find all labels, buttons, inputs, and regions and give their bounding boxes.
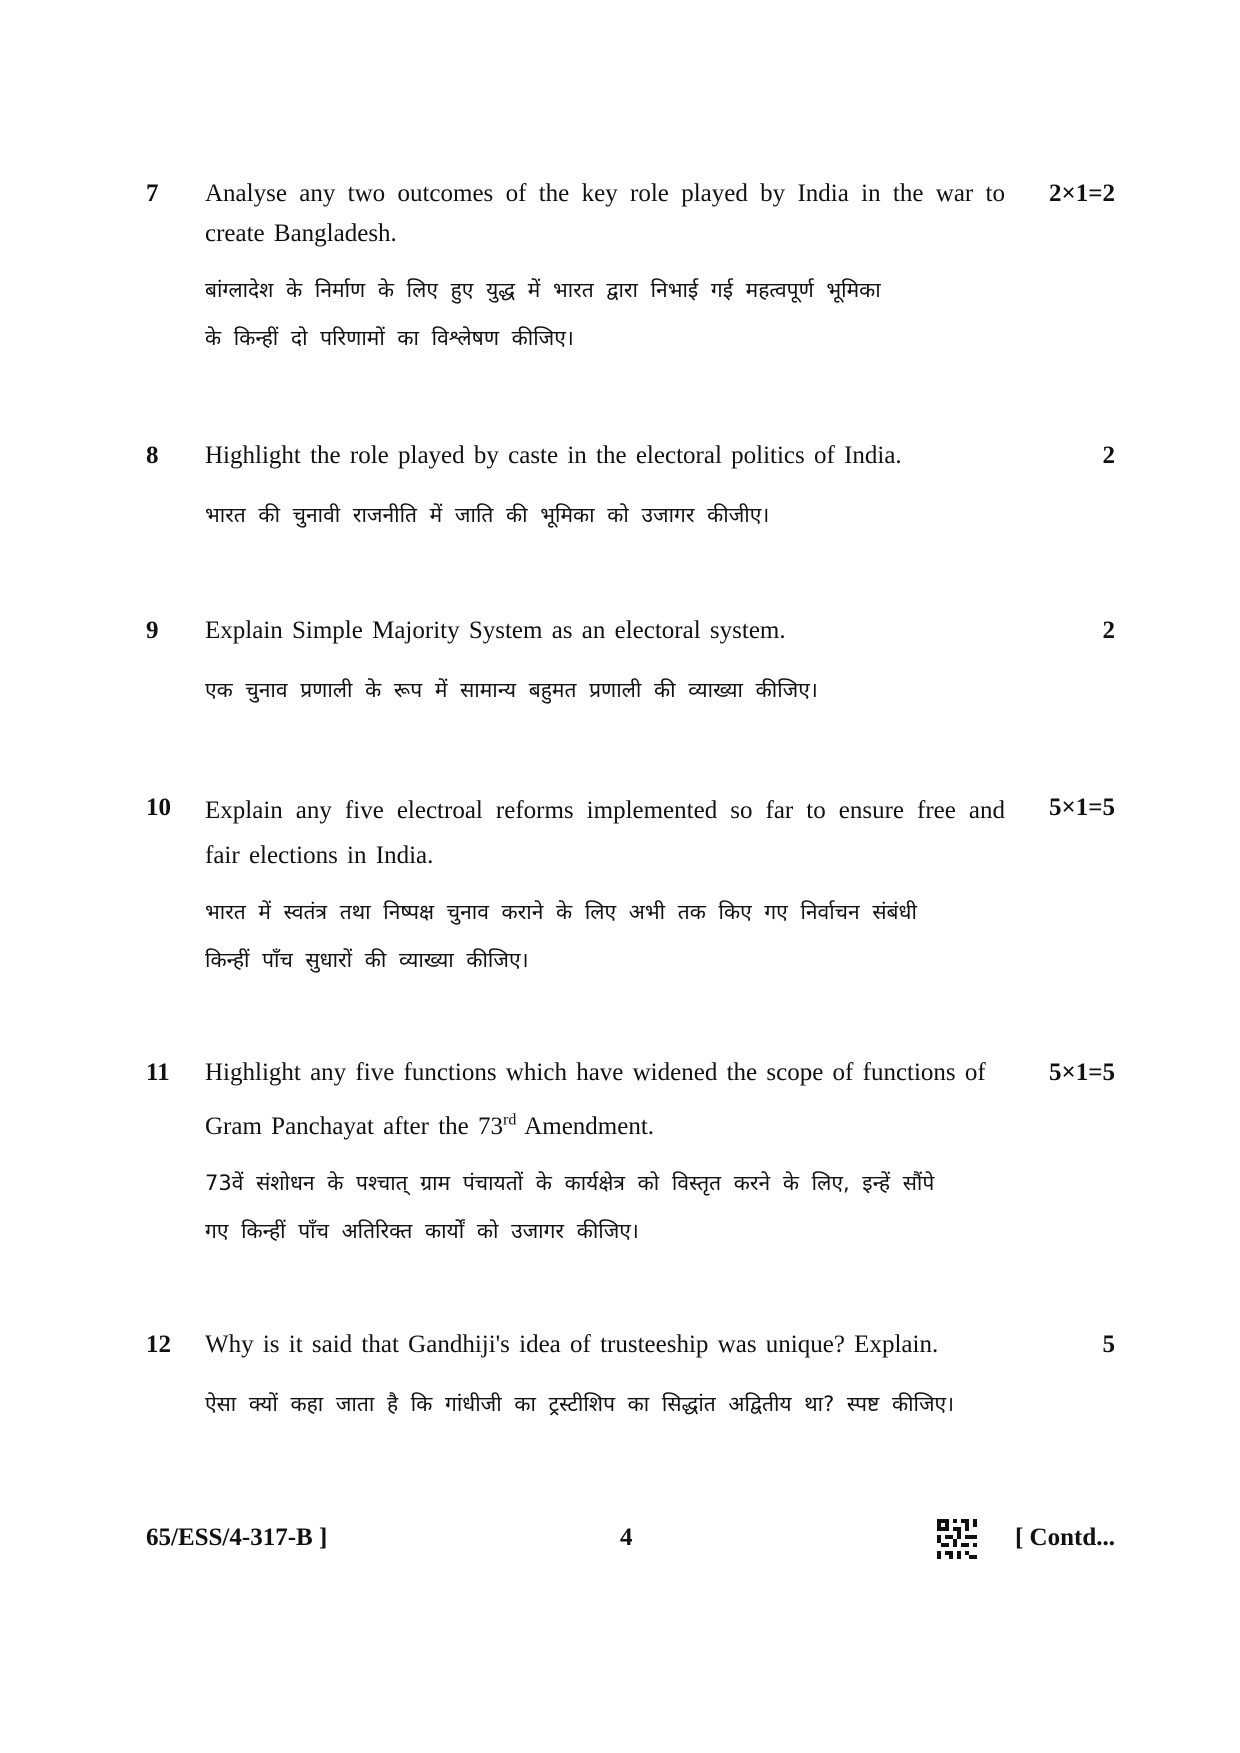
english-text-fragment: Gram Panchayat after the 73 (205, 1113, 503, 1140)
question-marks: 2×1=2 (1049, 180, 1115, 207)
english-line: Highlight any five functions which have widened the scope of functions of (205, 1059, 986, 1086)
english-line (205, 1107, 1005, 1147)
question-english-text: Analyse any two outcomes of the key role played by India in the war to create Bangladesh. (205, 180, 1005, 247)
hindi-line: किन्हीं पाँच सुधारों की व्याख्या कीजिए। (205, 948, 529, 972)
english-text-fragment: Amendment. (516, 1113, 655, 1140)
ordinal-suffix: rd (503, 1111, 517, 1129)
question-number: 7 (146, 180, 159, 207)
question-english-text: Explain Simple Majority System as an electoral system. (205, 617, 786, 644)
hindi-line: भारत में स्वतंत्र तथा निष्पक्ष चुनाव कराने के लिए अभी तक किए गए निर्वाचन संबंधी (205, 900, 917, 924)
question-number: 11 (146, 1059, 170, 1086)
hindi-line: 73वें संशोधन के पश्चात् ग्राम पंचायतों के कार्यक्षेत्र को विस्तृत करने के लिए, इन्हें सौंपे (205, 1171, 935, 1195)
hindi-line: ऐसा क्यों कहा जाता है कि गांधीजी का ट्रस्टीशिप का सिद्धांत अद्वितीय था? स्पष्ट कीजिए। (205, 1392, 955, 1416)
question-hindi-text (205, 1380, 1045, 1428)
page-footer (0, 1518, 1240, 1558)
question-marks: 2 (1102, 617, 1115, 644)
continued-label: [ Contd... (1014, 1524, 1115, 1551)
paper-code: 65/ESS/4-317-B ] (146, 1524, 328, 1551)
hindi-line: बांग्लादेश के निर्माण के लिए हुए युद्ध में भारत द्वारा निभाई गई महत्वपूर्ण भूमिका (205, 278, 881, 302)
question-number: 8 (146, 442, 159, 469)
question-hindi-text (205, 888, 1045, 984)
question-english-text: Explain any five electroal reforms implemented so far to ensure free and fair elections in India. (205, 797, 1005, 869)
hindi-line: गए किन्हीं पाँच अतिरिक्त कार्यों को उजागर कीजिए। (205, 1219, 639, 1243)
question-hindi-text (205, 266, 1045, 362)
question-marks: 5×1=5 (1049, 794, 1115, 821)
hindi-line: के किन्हीं दो परिणामों का विश्लेषण कीजिए। (205, 326, 574, 350)
question-number: 12 (146, 1331, 171, 1358)
qr-code-icon (937, 1519, 977, 1559)
question-number: 9 (146, 617, 159, 644)
question-hindi-text (205, 1159, 1045, 1255)
question-hindi-text (205, 491, 1045, 539)
question-marks: 2 (1102, 442, 1115, 469)
hindi-line: एक चुनाव प्रणाली के रूप में सामान्य बहुमत प्रणाली की व्याख्या कीजिए। (205, 678, 818, 702)
page-number: 4 (620, 1524, 633, 1551)
question-english-text (205, 1053, 1005, 1147)
question-number: 10 (146, 794, 171, 821)
question-hindi-text (205, 666, 1045, 714)
question-marks: 5 (1102, 1331, 1115, 1358)
question-english-text: Highlight the role played by caste in the electoral politics of India. (205, 442, 902, 469)
hindi-line: भारत की चुनावी राजनीति में जाति की भूमिका को उजागर कीजीए। (205, 503, 770, 527)
question-english-text: Why is it said that Gandhiji's idea of trusteeship was unique? Explain. (205, 1331, 939, 1358)
question-marks: 5×1=5 (1049, 1059, 1115, 1086)
